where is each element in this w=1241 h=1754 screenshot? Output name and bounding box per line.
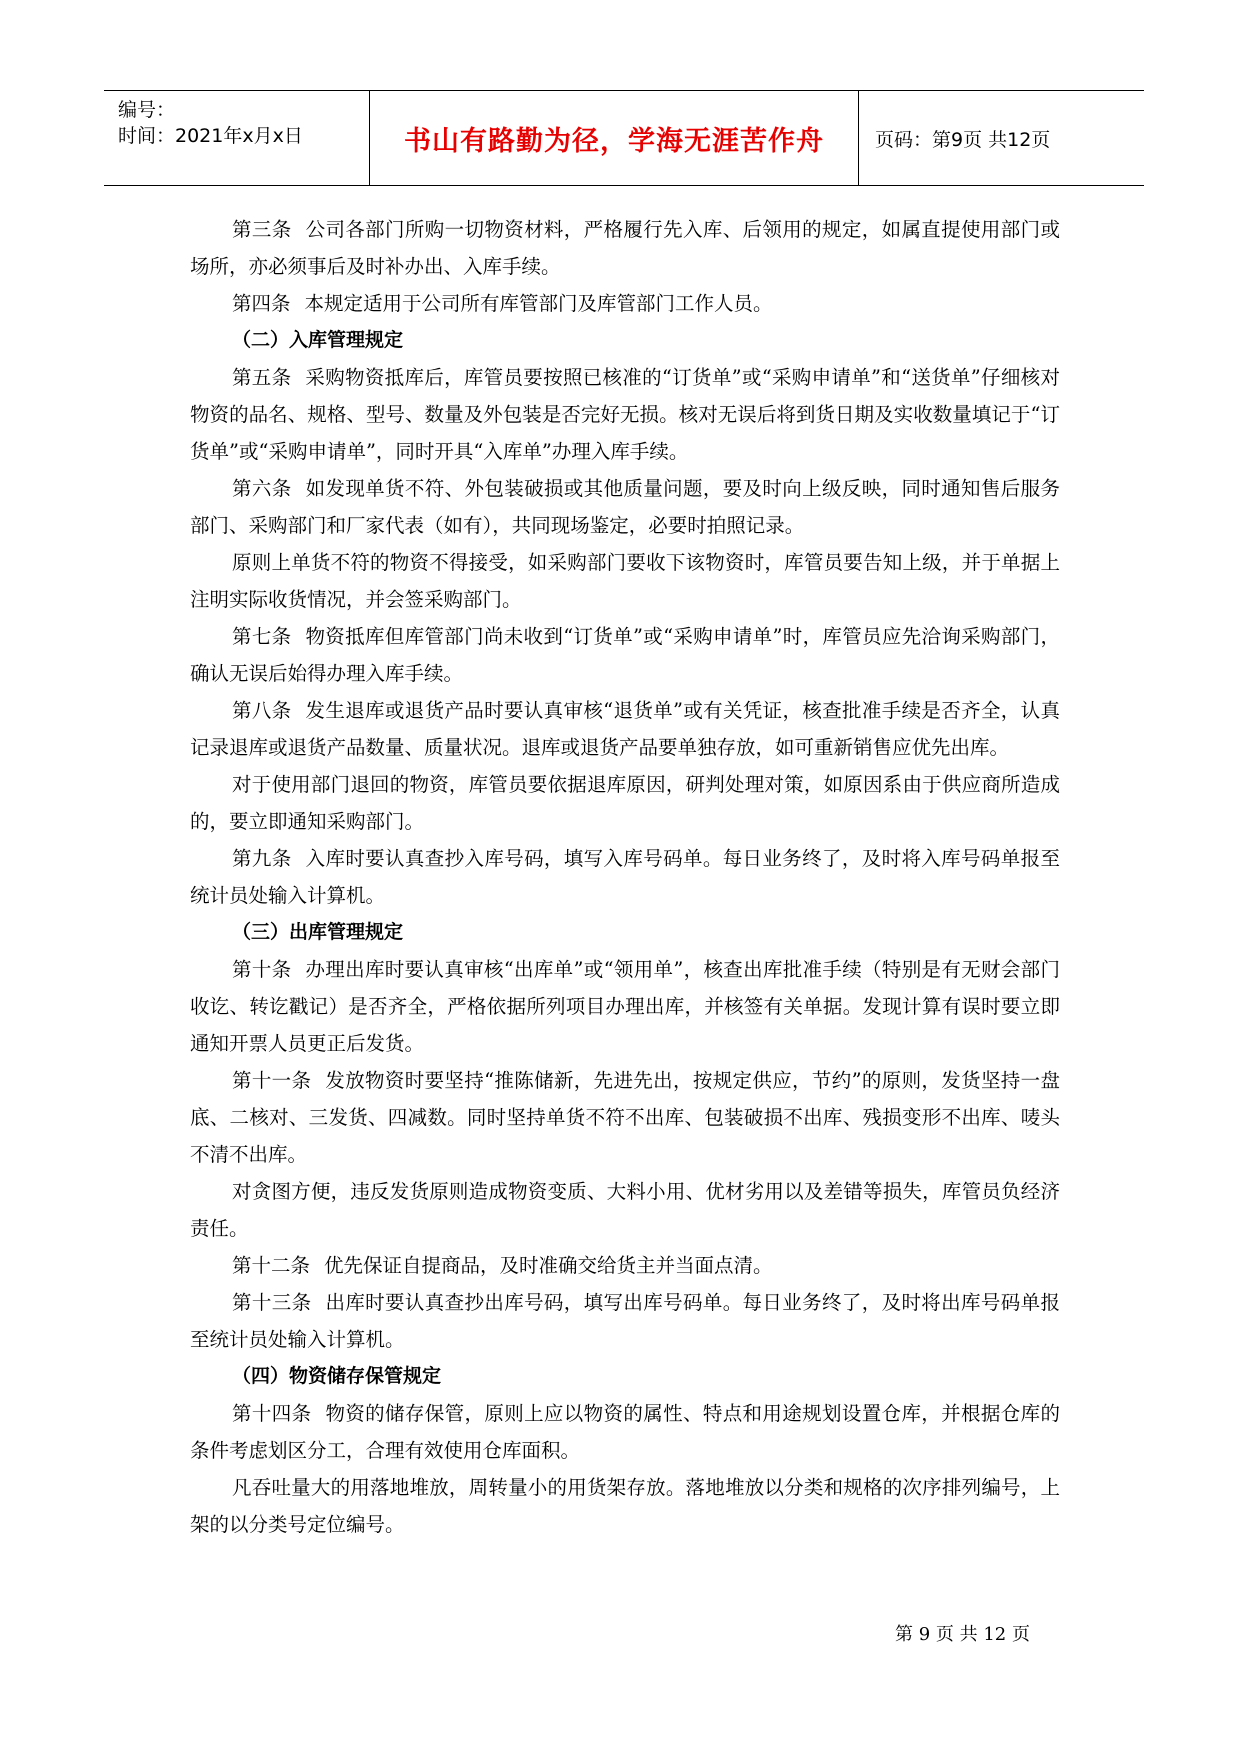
document-body xyxy=(190,211,1060,1543)
article-text: 采购物资抵库后，库管员要按照已核准的“订货单”或“采购申请单”和“送货单”仔细核对物资的品名、规格、型号、数量及外包装是否完好无损。核对无误后将到货日期及实收数量填记于“订货单”或“采购申请单”，同时开具“入库单”办理入库手续。 xyxy=(190,366,1060,463)
article-number: 第九条 xyxy=(232,847,292,870)
paragraph xyxy=(190,840,1060,914)
article-number: 第四条 xyxy=(232,292,291,315)
article-text: 如发现单货不符、外包装破损或其他质量问题，要及时向上级反映，同时通知售后服务部门、采购部门和厂家代表（如有），共同现场鉴定，必要时拍照记录。 xyxy=(190,477,1060,537)
section-heading: （二）入库管理规定 xyxy=(232,329,404,351)
article-number: 第十三条 xyxy=(232,1291,312,1314)
paragraph xyxy=(190,359,1060,470)
page-footer: 第 9 页 共 12 页 xyxy=(895,1624,1030,1645)
paragraph xyxy=(190,285,1060,322)
article-number: 第十条 xyxy=(232,958,292,981)
article-text: 物资的储存保管，原则上应以物资的属性、特点和用途规划设置仓库，并根据仓库的条件考虑划区分工，合理有效使用仓库面积。 xyxy=(190,1402,1060,1462)
article-text: 本规定适用于公司所有库管部门及库管部门工作人员。 xyxy=(304,292,773,315)
paragraph xyxy=(190,1062,1060,1173)
article-number: 第七条 xyxy=(232,625,292,648)
paragraph: 对贪图方便，违反发货原则造成物资变质、大料小用、优材劣用以及差错等损失，库管员负经济责任。 xyxy=(190,1180,1060,1240)
document-time: 时间：2021年x月x日 xyxy=(118,125,303,147)
article-number: 第十一条 xyxy=(232,1069,312,1092)
paragraph xyxy=(190,470,1060,544)
page-header xyxy=(104,90,1144,186)
article-number: 第八条 xyxy=(232,699,292,722)
paragraph xyxy=(190,211,1060,285)
article-number: 第十二条 xyxy=(232,1254,311,1277)
paragraph xyxy=(190,1395,1060,1469)
article-text: 出库时要认真查抄出库号码，填写出库号码单。每日业务终了，及时将出库号码单报至统计员处输入计算机。 xyxy=(190,1291,1060,1351)
article-text: 公司各部门所购一切物资材料，严格履行先入库、后领用的规定，如属直提使用部门或场所，亦必须事后及时补办出、入库手续。 xyxy=(190,218,1060,278)
paragraph: 原则上单货不符的物资不得接受，如采购部门要收下该物资时，库管员要告知上级，并于单据上注明实际收货情况，并会签采购部门。 xyxy=(190,551,1060,611)
article-text: 办理出库时要认真审核“出库单”或“领用单”，核查出库批准手续（特别是有无财会部门收讫、转讫戳记）是否齐全，严格依据所列项目办理出库，并核签有关单据。发现计算有误时要立即通知开票人员更正后发货。 xyxy=(190,958,1060,1055)
paragraph: 凡吞吐量大的用落地堆放，周转量小的用货架存放。落地堆放以分类和规格的次序排列编号，上架的以分类号定位编号。 xyxy=(190,1476,1060,1536)
paragraph xyxy=(190,951,1060,1062)
article-text: 发生退库或退货产品时要认真审核“退货单”或有关凭证，核查批准手续是否齐全，认真记录退库或退货产品数量、质量状况。退库或退货产品要单独存放，如可重新销售应优先出库。 xyxy=(190,699,1060,759)
header-meta xyxy=(104,91,369,185)
section-heading: （四）物资储存保管规定 xyxy=(232,1365,442,1387)
article-text: 入库时要认真查抄入库号码，填写入库号码单。每日业务终了，及时将入库号码单报至统计员处输入计算机。 xyxy=(190,847,1060,907)
article-number: 第五条 xyxy=(232,366,292,389)
paragraph xyxy=(190,1284,1060,1358)
article-text: 物资抵库但库管部门尚未收到“订货单”或“采购申请单”时，库管员应先洽询采购部门，确认无误后始得办理入库手续。 xyxy=(190,625,1060,685)
article-number: 第六条 xyxy=(232,477,292,500)
paragraph: 对于使用部门退回的物资，库管员要依据退库原因，研判处理对策，如原因系由于供应商所造成的，要立即通知采购部门。 xyxy=(190,773,1060,833)
paragraph xyxy=(190,618,1060,692)
section-heading: （三）出库管理规定 xyxy=(232,921,404,943)
article-number: 第十四条 xyxy=(232,1402,312,1425)
article-number: 第三条 xyxy=(232,218,292,241)
header-motto: 书山有路勤为径，学海无涯苦作舟 xyxy=(369,91,859,185)
document-number: 编号： xyxy=(118,99,176,121)
paragraph xyxy=(190,692,1060,766)
header-page-number: 页码：第9页 共12页 xyxy=(875,128,1051,151)
article-text: 优先保证自提商品，及时准确交给货主并当面点清。 xyxy=(324,1254,773,1277)
paragraph xyxy=(190,1247,1060,1284)
article-text: 发放物资时要坚持“推陈储新，先进先出，按规定供应，节约”的原则，发货坚持一盘底、二核对、三发货、四减数。同时坚持单货不符不出库、包装破损不出库、残损变形不出库、唛头不清不出库。 xyxy=(190,1069,1060,1166)
